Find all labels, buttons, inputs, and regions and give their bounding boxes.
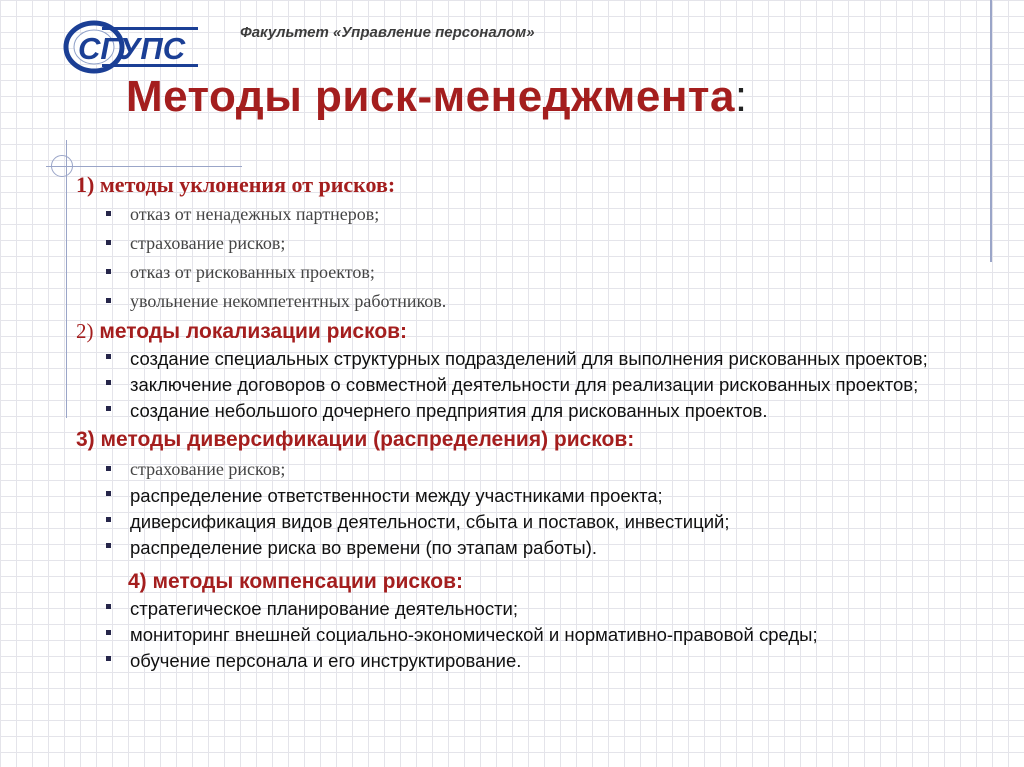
section-heading-avoidance: 1) методы уклонения от рисков: <box>76 172 396 197</box>
compensation-list <box>76 596 1016 674</box>
decor-circle <box>51 155 73 177</box>
list-item: мониторинг внешней социально-экономической и нормативно-правовой среды; <box>130 622 1016 648</box>
avoidance-list <box>76 199 1016 315</box>
section-heading-diversification: 3) методы диверсификации (распределения) рисков: <box>76 428 635 451</box>
section-number: 2) <box>76 319 94 343</box>
list-item: заключение договоров о совместной деятельности для реализации рискованных проектов; <box>130 372 1016 398</box>
list-item: увольнение некомпетентных работников. <box>130 286 1016 315</box>
list-item: страхование рисков; <box>130 454 1016 483</box>
list-item: распределение ответственности между участниками проекта; <box>130 483 1016 509</box>
faculty-name: Факультет «Управление персоналом» <box>240 24 535 41</box>
page-title <box>126 72 748 122</box>
methods-content <box>76 170 1016 674</box>
section-heading-text: методы локализации рисков: <box>93 320 408 343</box>
decor-vertical-line-left <box>66 140 67 418</box>
list-item: создание небольшого дочернего предприятия для рискованных проектов. <box>130 398 1016 424</box>
list-item: распределение риска во времени (по этапам работы). <box>130 535 1016 561</box>
section-heading-compensation: 4) методы компенсации рисков: <box>128 570 464 593</box>
list-item: отказ от рискованных проектов; <box>130 257 1016 286</box>
list-item: стратегическое планирование деятельности; <box>130 596 1016 622</box>
list-item: диверсификация видов деятельности, сбыта и поставок, инвестиций; <box>130 509 1016 535</box>
title-colon: : <box>734 72 748 121</box>
logo-text: СГУПС <box>78 31 186 66</box>
page-title-text: Методы риск-менеджмента <box>126 72 735 121</box>
section-heading-localization <box>76 317 1016 346</box>
list-item: создание специальных структурных подразделений для выполнения рискованных проектов; <box>130 346 1016 372</box>
diversification-list <box>76 454 1016 561</box>
decor-horizontal-line <box>46 166 242 167</box>
list-item: обучение персонала и его инструктирование. <box>130 648 1016 674</box>
sgups-logo <box>62 18 202 76</box>
list-item: страхование рисков; <box>130 228 1016 257</box>
localization-list <box>76 346 1016 424</box>
list-item: отказ от ненадежных партнеров; <box>130 199 1016 228</box>
